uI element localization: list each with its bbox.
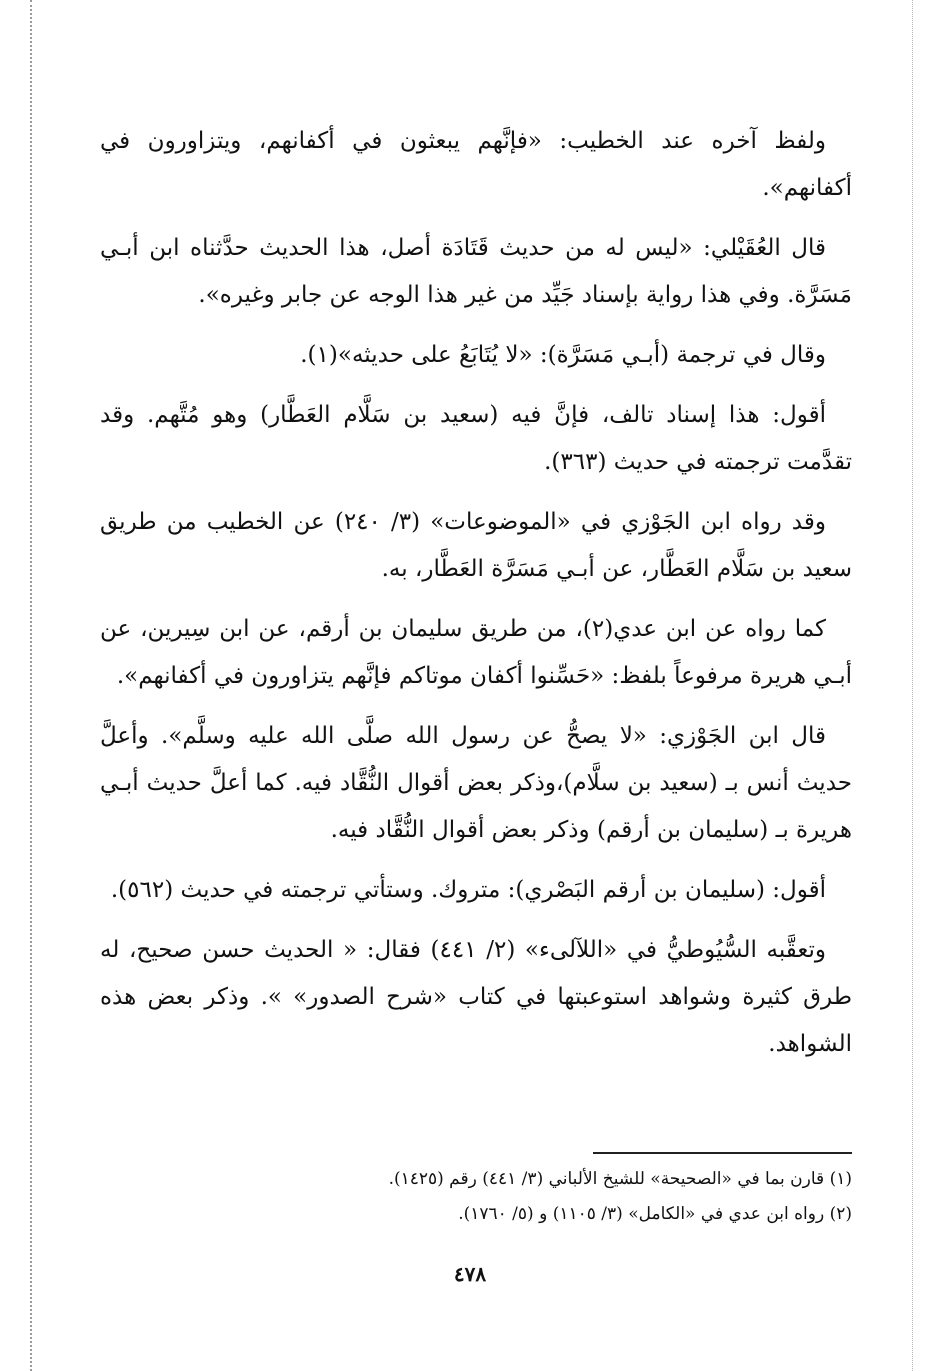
scan-edge-left (30, 0, 32, 1371)
paragraph-8: أقول: (سليمان بن أرقم البَصْري): متروك. وستأتي ترجمته في حديث (٥٦٢). (110, 877, 826, 903)
paragraph-5: وقد رواه ابن الجَوْزي في «الموضوعات» (٣/ ٢٤٠) عن الخطيب من طريق سعيد بن سَلَّام العَطَّار، عن أبـي مَسَرَّة العَطَّار، به. (100, 509, 852, 582)
main-text (100, 118, 852, 1081)
paragraph-7: قال ابن الجَوْزي: «لا يصحُّ عن رسول الله صلَّى الله عليه وسلَّم». وأعلَّ حديث أنس بـ (سعيد بن سلَّام)،وذكر بعض أقوال النُّقَّاد فيه. كما أعلَّ حديث أبـي هريرة بـ (سليمان بن أرقم) وذكر بعض أقوال النُّقَّاد فيه. (100, 723, 852, 843)
paragraph-2: قال العُقَيْلي: «ليس له من حديث قَتَادَة أصل، هذا الحديث حدَّثناه ابن أبـي مَسَرَّة. وفي هذا رواية بإسناد جَيِّد من غير هذا الوجه عن جابر وغيره». (100, 235, 852, 308)
footnotes (100, 1162, 852, 1232)
footnote-divider (593, 1152, 852, 1154)
scan-edge-right (912, 0, 913, 1371)
footnote-2: (٢) رواه ابن عدي في «الكامل» (٣/ ١١٠٥) و (٥/ ١٧٦٠). (458, 1204, 852, 1224)
paragraph-6: كما رواه عن ابن عدي(٢)، من طريق سليمان بن أرقم، عن ابن سِيرين، عن أبـي هريرة مرفوعاً بلفظ: «حَسِّنوا أكفان موتاكم فإنَّهم يتزاورون في أكفانهم». (100, 616, 852, 689)
page-number: ٤٧٨ (453, 1262, 487, 1286)
paragraph-4: أقول: هذا إسناد تالف، فإنَّ فيه (سعيد بن سَلَّام العَطَّار) وهو مُتَّهم. وقد تقدَّمت ترجمته في حديث (٣٦٣). (100, 402, 852, 475)
paragraph-9: وتعقَّبه السُّيُوطيُّ في «اللآلىء» (٢/ ٤٤١) فقال: « الحديث حسن صحيح، له طرق كثيرة وشواهد استوعبتها في كتاب «شرح الصدور» ». وذكر بعض هذه الشواهد. (100, 937, 852, 1057)
paragraph-3: وقال في ترجمة (أبـي مَسَرَّة): «لا يُتَابَعُ على حديثه»(١). (300, 342, 826, 368)
footnote-1: (١) قارن بما في «الصحيحة» للشيخ الألباني (٣/ ٤٤١) رقم (١٤٢٥). (388, 1169, 852, 1189)
paragraph-1: ولفظ آخره عند الخطيب: «فإنَّهم يبعثون في أكفانهم، ويتزاورون في أكفانهم». (100, 128, 852, 201)
